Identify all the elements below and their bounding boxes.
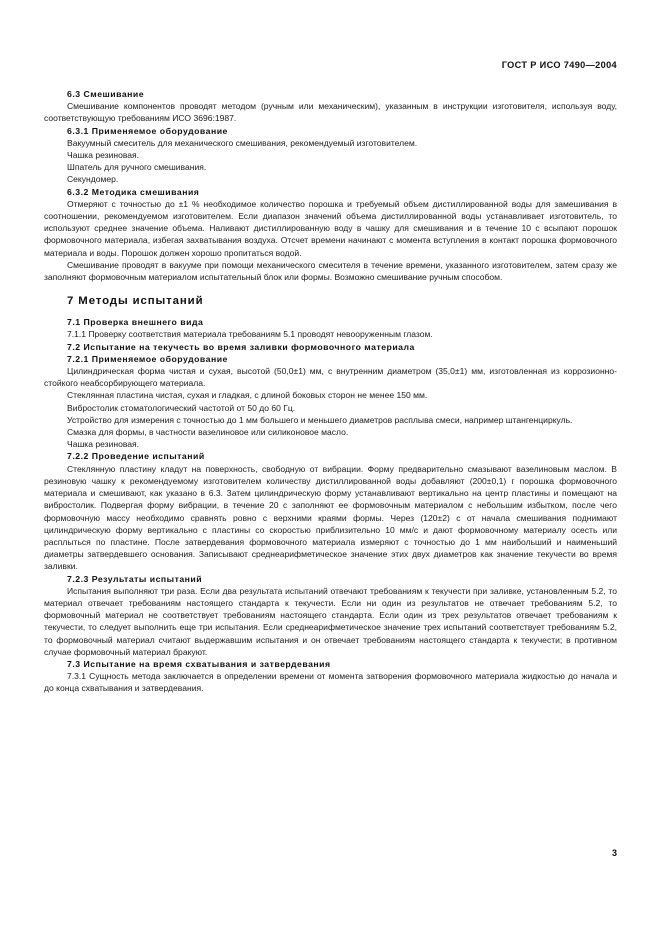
running-header-standard-title: ГОСТ Р ИСО 7490—2004 (501, 60, 617, 70)
heading-7-2-3: 7.2.3 Результаты испытаний (67, 573, 203, 584)
spacer-before-clause-7 (44, 283, 617, 294)
heading-clause-7: 7 Методы испытаний (67, 295, 204, 308)
paragraph-7-1-1: 7.1.1 Проверку соответствия материала требованиям 5.1 проводят невооруженным глазом. (67, 329, 433, 340)
paragraph-6-3-2-second: Смешивание проводят в вакууме при помощи механического смесителя в течение времени, указанного изготовителем, затем сразу же заполняют формовочным материалом испытательный блок или формы. Возможно смешивание ручным способом. (44, 259, 617, 283)
equipment-item-7-2-1-2: Стеклянная пластина чистая, сухая и гладкая, с длиной боковых сторон не менее 150 мм. (67, 390, 428, 401)
heading-7-2: 7.2 Испытание на текучесть во время заливки формовочного материала (67, 341, 415, 352)
paragraph-7-2-2: Стеклянную пластину кладут на поверхность, свободную от вибрации. Форму предварительно смазывают вазелиновым маслом. В резиновую чашку к рекомендуемому изготовителем количеству дистиллированной воды добавляют (200±0,1) г порошка формовочного материала и смешивают, как указано в 6.3. Затем цилиндрическую форму устанавливают вертикально на центр пластины и помещают на вибростолик. Подвергая форму вибрации, в течение 20 с заполняют ее формовочным материалом с небольшим избытком, после чего формовочную массу необходимо сравнять ровно с верхними краями формы. Через (120±2) с от начала смешивания поднимают цилиндрическую форму вертикально с пластины со скоростью приблизительно 10 мм/с и дают формовочному материалу осесть или расплыться по пластине. После затвердевания формовочного материала измеряют с точностью до 1 мм наибольший и наименьший диаметры затвердевшего основания. Записывают среднеарифметическое значение этих двух диаметров как значение текучести во время заливки. (44, 463, 617, 572)
heading-6-3-1: 6.3.1 Применяемое оборудование (67, 125, 228, 136)
heading-6-3: 6.3 Смешивание (67, 89, 145, 99)
paragraph-6-3: Смешивание компонентов проводят методом (ручным или механическим), указанным в инструкции изготовителя, используя воду, соответствующую требованиям ИСО 3696:1987. (44, 101, 617, 124)
page-number: 3 (611, 848, 617, 858)
heading-6-3-2: 6.3.2 Методика смешивания (67, 186, 200, 197)
equipment-item-6-3-1-2: Чашка резиновая. (67, 150, 140, 161)
equipment-item-7-2-1-1: Цилиндрическая форма чистая и сухая, высотой (50,0±1) мм, с внутренним диаметром (35,0±1) мм, изготовленная из коррозионно-стойкого неабсорбирующего материала. (44, 366, 617, 389)
equipment-item-6-3-1-4: Секундомер. (67, 174, 119, 185)
heading-7-2-1: 7.2.1 Применяемое оборудование (67, 353, 228, 364)
equipment-item-6-3-1-1: Вакуумный смеситель для механического смешивания, рекомендуемый изготовителем. (67, 137, 418, 148)
equipment-item-7-2-1-5: Смазка для формы, в частности вазелиновое или силиконовое масло. (67, 427, 349, 438)
equipment-item-7-2-1-4: Устройство для измерения с точностью до 1 мм большего и меньшего диаметров расплыва смеси, например штангенциркуль. (67, 414, 573, 425)
equipment-item-7-2-1-3: Вибростолик стоматологический частотой от 50 до 60 Гц. (67, 402, 296, 413)
heading-7-3: 7.3 Испытание на время схватывания и затвердевания (67, 658, 331, 669)
document-body (44, 88, 617, 695)
paragraph-7-3-1: 7.3.1 Сущность метода заключается в определении времени от момента затворения формовочного материала жидкостью до начала и до конца схватывания и затвердевания. (44, 671, 617, 694)
paragraph-6-3-2-first: Отмеряют с точностью до ±1 % необходимое количество порошка и требуемый объем дистиллированной воды для замешивания в соотношении, рекомендуемом изготовителем. Если диапазон значений объема дистиллированной воды устанавливает изготовитель, то используют среднее значение объема. Наливают дистиллированную воду в чашку для смешивания и в течение 10 с всыпают порошок формовочного материала, избегая захватывания воздуха. Отсчет времени начинают с момента вступления в контакт порошка формовочного материала и воды. Порошок должен хорошо пропитаться водой. (44, 198, 617, 258)
spacer-after-clause-7 (44, 308, 617, 316)
heading-7-1: 7.1 Проверка внешнего вида (67, 317, 204, 328)
equipment-item-7-2-1-6: Чашка резиновая. (67, 439, 140, 450)
paragraph-7-2-3: Испытания выполняют три раза. Если два результата испытаний отвечают требованиям к текучести при заливке, установленным 5.2, то материал отвечает требованиям настоящего стандарта к текучести. Если ни один из результатов не отвечает требованиям 5.2, то формовочный материал не соответствует требованиям настоящего стандарта. Если один из трех результатов отвечает требованиям к текучести, то следует выполнить еще три испытания. Если среднеарифметическое значение трех испытаний соответствует требованиям 5.2, то формовочный материал считают выдержавшим испытания и он отвечает требованиям настоящего стандарта к текучести; в противном случае формовочный материал бракуют. (44, 585, 617, 657)
equipment-item-6-3-1-3: Шпатель для ручного смешивания. (67, 162, 207, 173)
heading-7-2-2: 7.2.2 Проведение испытаний (67, 451, 205, 462)
